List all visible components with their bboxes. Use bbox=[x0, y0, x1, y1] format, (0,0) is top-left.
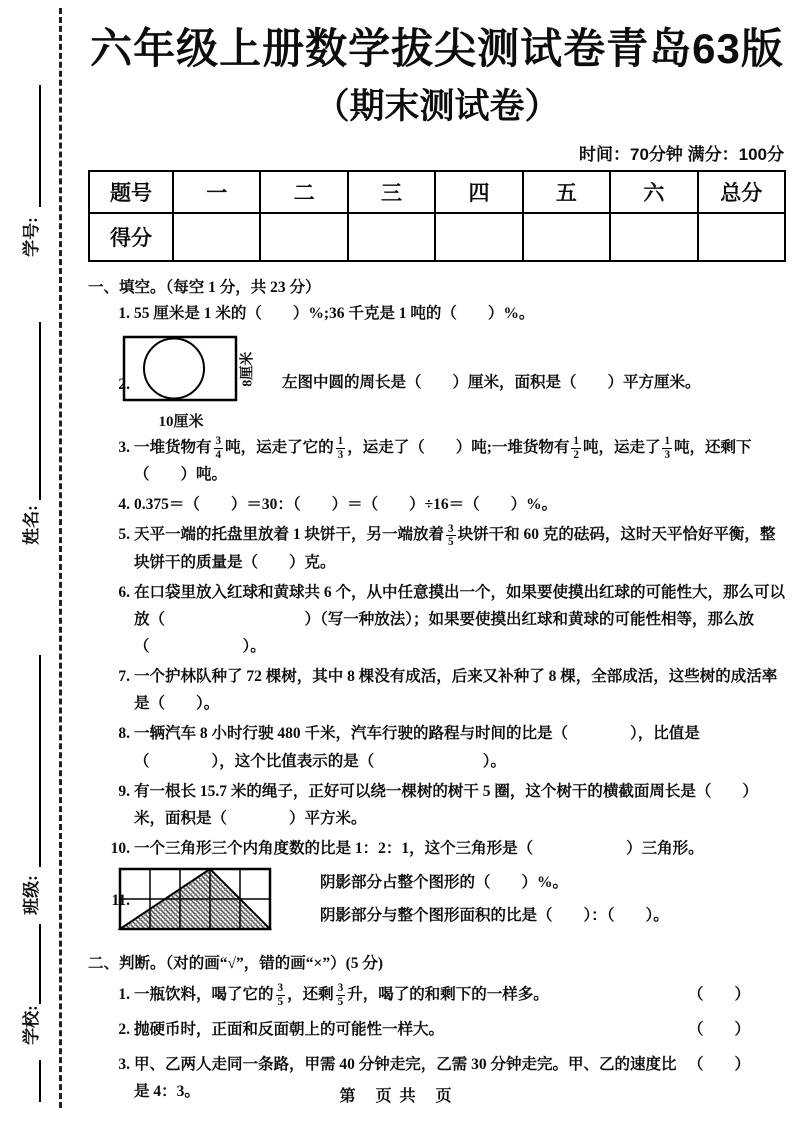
student-id-label: 学号: bbox=[22, 217, 41, 257]
question-text: 阴影部分与整个图形面积的比是（ ）：（ ）。 bbox=[320, 907, 669, 925]
student-id-blank-line bbox=[39, 85, 41, 207]
score-table-header-cell: 三 bbox=[348, 171, 435, 213]
question-number: 3. bbox=[118, 438, 130, 456]
score-table-header-cell: 二 bbox=[260, 171, 347, 213]
question-number: 8. bbox=[118, 725, 130, 743]
question-text: 抛硬币时，正面和反面朝上的可能性一样大。 bbox=[134, 1021, 445, 1039]
question-text: 左图中圆的周长是（ ）厘米，面积是（ ）平方厘米。 bbox=[282, 374, 701, 392]
score-table-header-row bbox=[89, 171, 785, 213]
question-text: 一个三角形三个内角度数的比是 1：2：1，这个三角形是（ ）三角形。 bbox=[134, 839, 704, 857]
question-item bbox=[88, 778, 786, 832]
paper-subtitle: （期末测试卷） bbox=[314, 86, 560, 126]
fraction-numerator: 3 bbox=[215, 435, 222, 448]
score-empty-cell bbox=[698, 213, 785, 261]
question-number: 4. bbox=[118, 496, 130, 514]
time-and-score-info: 时间：70分钟 满分：100分 bbox=[579, 145, 784, 165]
question-item bbox=[88, 491, 786, 518]
question-text: 有一根长 15.7 米的绳子，正好可以绕一棵树的树干 5 圈，这个树干的横截面周长是（ ）米，面积是（ ）平方米。 bbox=[134, 782, 758, 827]
question-text: 吨，运走了 bbox=[582, 438, 661, 456]
question-number: 3. bbox=[118, 1056, 130, 1074]
main-content bbox=[88, 22, 786, 1105]
question-text-block bbox=[134, 668, 777, 712]
score-empty-cell bbox=[435, 213, 522, 261]
score-table-header-cell: 总分 bbox=[698, 171, 785, 213]
question-text: 一个护林队种了 72 棵树，其中 8 棵没有成活，后来又补种了 8 棵，全部成活，这些树的成活率是（ ）。 bbox=[134, 668, 778, 713]
question-text-block bbox=[134, 783, 758, 827]
judge-section-heading: 二、判断。（对的画“√”，错的画“×”）(5 分) bbox=[88, 954, 384, 972]
question-text-block bbox=[134, 435, 752, 484]
fill-questions bbox=[88, 300, 786, 932]
score-row-label: 得分 bbox=[89, 213, 173, 261]
question-line bbox=[320, 866, 786, 899]
figure-height-label: 8厘米 bbox=[240, 352, 256, 388]
question-number: 7. bbox=[118, 668, 130, 686]
question-item bbox=[88, 335, 786, 430]
question-item bbox=[88, 720, 786, 774]
score-table-header-cell: 五 bbox=[523, 171, 610, 213]
figure-width-label: 10厘米 bbox=[158, 413, 204, 430]
question-text: 吨，运走了它的 bbox=[225, 438, 334, 456]
question-text: 阴影部分占整个图形的（ ）%。 bbox=[320, 874, 569, 892]
fraction-denominator: 5 bbox=[277, 995, 284, 1008]
binding-dashed-line bbox=[59, 8, 62, 1108]
question-text: 天平一端的托盘里放着 1 块饼干，另一端放着 bbox=[134, 526, 445, 544]
question-item bbox=[88, 434, 786, 489]
question-text: 0.375＝（ ）＝30：（ ）＝（ ）÷16＝（ ）%。 bbox=[134, 496, 558, 514]
question-text-block bbox=[134, 584, 785, 655]
answer-blank: （ ） bbox=[687, 985, 750, 1003]
score-table bbox=[88, 170, 786, 262]
question-text-block bbox=[134, 496, 557, 513]
fraction-denominator: 3 bbox=[337, 448, 344, 461]
score-empty-cell bbox=[523, 213, 610, 261]
student-name-label: 姓名: bbox=[22, 505, 41, 545]
shaded-triangle-grid-figure bbox=[118, 867, 272, 931]
fraction-numerator: 1 bbox=[573, 435, 579, 448]
fraction bbox=[662, 435, 672, 461]
class-blank-line bbox=[39, 655, 41, 867]
fraction bbox=[214, 435, 224, 461]
question-text: ，还剩 bbox=[287, 985, 334, 1003]
question-figure bbox=[118, 867, 272, 931]
question-text: 55 厘米是 1 米的（ ）%;36 千克是 1 吨的（ ）%。 bbox=[134, 305, 535, 323]
fraction-denominator: 3 bbox=[664, 448, 671, 461]
question-text-block bbox=[320, 866, 786, 933]
question-number: 5. bbox=[118, 526, 130, 544]
fraction-numerator: 1 bbox=[337, 435, 344, 448]
fraction-numerator: 1 bbox=[664, 435, 671, 448]
question-item bbox=[88, 663, 786, 717]
question-text: 一堆货物有 bbox=[134, 438, 212, 456]
score-table-score-row bbox=[89, 213, 785, 261]
judge-question-item bbox=[88, 1016, 786, 1043]
score-empty-cell bbox=[610, 213, 697, 261]
question-text: 块饼干和 60 克的砝码，这时天平恰好平衡，整块饼干的质量是（ ）克。 bbox=[134, 526, 776, 571]
score-table-header-cell: 四 bbox=[435, 171, 522, 213]
question-text: 一辆汽车 8 小时行驶 480 千米，汽车行驶的路程与时间的比是（ ），比值是（ ），这个比值表示的是（ ）。 bbox=[134, 725, 700, 770]
question-number: 1. bbox=[118, 305, 130, 323]
class-label: 班级: bbox=[22, 875, 41, 915]
score-table-header-cell: 一 bbox=[173, 171, 260, 213]
question-item bbox=[88, 300, 786, 327]
question-text: 一瓶饮料，喝了它的 bbox=[134, 985, 274, 1003]
circle-in-rectangle-figure bbox=[122, 335, 240, 403]
answer-blank: （ ） bbox=[687, 1056, 750, 1074]
question-text: 吨，还剩下（ ）吨。 bbox=[134, 438, 752, 484]
question-text-block bbox=[282, 369, 701, 396]
fraction-denominator: 5 bbox=[448, 536, 454, 549]
question-text: 升，喝了的和剩下的一样多。 bbox=[347, 985, 549, 1003]
question-figure bbox=[122, 335, 256, 430]
answer-blank: （ ） bbox=[687, 1021, 750, 1039]
fill-section-heading: 一、填空。（每空 1 分，共 23 分） bbox=[88, 279, 321, 297]
fraction-numerator: 3 bbox=[448, 522, 454, 535]
question-line bbox=[320, 899, 786, 932]
student-name-blank-line bbox=[39, 322, 41, 500]
question-number: 10. bbox=[110, 839, 130, 857]
fraction-numerator: 3 bbox=[337, 982, 344, 995]
school-label: 学校: bbox=[22, 1005, 41, 1045]
fraction-denominator: 2 bbox=[573, 448, 579, 461]
judge-question-item bbox=[88, 981, 786, 1008]
question-text: 甲、乙两人走同一条路，甲需 40 分钟走完，乙需 30 分钟走完。甲、乙的速度比是 4：3。 bbox=[134, 1056, 677, 1101]
question-text-block bbox=[134, 840, 704, 857]
fraction bbox=[336, 435, 346, 461]
school-blank-line bbox=[39, 924, 41, 1004]
paper-title: 六年级上册数学拔尖测试卷青岛63版 bbox=[90, 25, 784, 72]
question-item bbox=[88, 579, 786, 660]
page-footer: 第 页 共 页 bbox=[339, 1088, 454, 1105]
question-number: 9. bbox=[118, 782, 130, 800]
question-item bbox=[88, 521, 786, 576]
score-table-header-cell: 六 bbox=[610, 171, 697, 213]
score-empty-cell bbox=[260, 213, 347, 261]
question-text: 在口袋里放入红球和黄球共 6 个，从中任意摸出一个，如果要使摸出红球的可能性大，那么可以放（ ）（写一种放法）；如果要使摸出红球和黄球的可能性相等，那么放（ ）。 bbox=[134, 583, 786, 656]
question-text-block bbox=[134, 1016, 678, 1043]
fraction-numerator: 3 bbox=[277, 982, 284, 995]
question-text: ，运走了（ ）吨;一堆货物有 bbox=[347, 438, 570, 456]
score-empty-cell bbox=[173, 213, 260, 261]
question-number: 1. bbox=[118, 985, 130, 1003]
question-number: 2. bbox=[118, 376, 130, 394]
question-text-block bbox=[134, 522, 776, 571]
fraction bbox=[571, 435, 581, 461]
fraction bbox=[276, 982, 286, 1008]
question-number: 6. bbox=[118, 583, 130, 601]
question-number: 2. bbox=[118, 1021, 130, 1039]
fraction-denominator: 4 bbox=[215, 448, 222, 461]
question-text-block bbox=[134, 981, 678, 1008]
fraction bbox=[446, 523, 456, 549]
question-text-block bbox=[134, 725, 700, 769]
fraction bbox=[336, 982, 346, 1008]
question-number: 11. bbox=[111, 892, 130, 910]
question-item bbox=[88, 866, 786, 933]
question-text-block bbox=[134, 305, 534, 322]
score-table-header-cell: 题号 bbox=[89, 171, 173, 213]
score-empty-cell bbox=[348, 213, 435, 261]
fraction-denominator: 5 bbox=[337, 995, 344, 1008]
question-item bbox=[88, 835, 786, 862]
